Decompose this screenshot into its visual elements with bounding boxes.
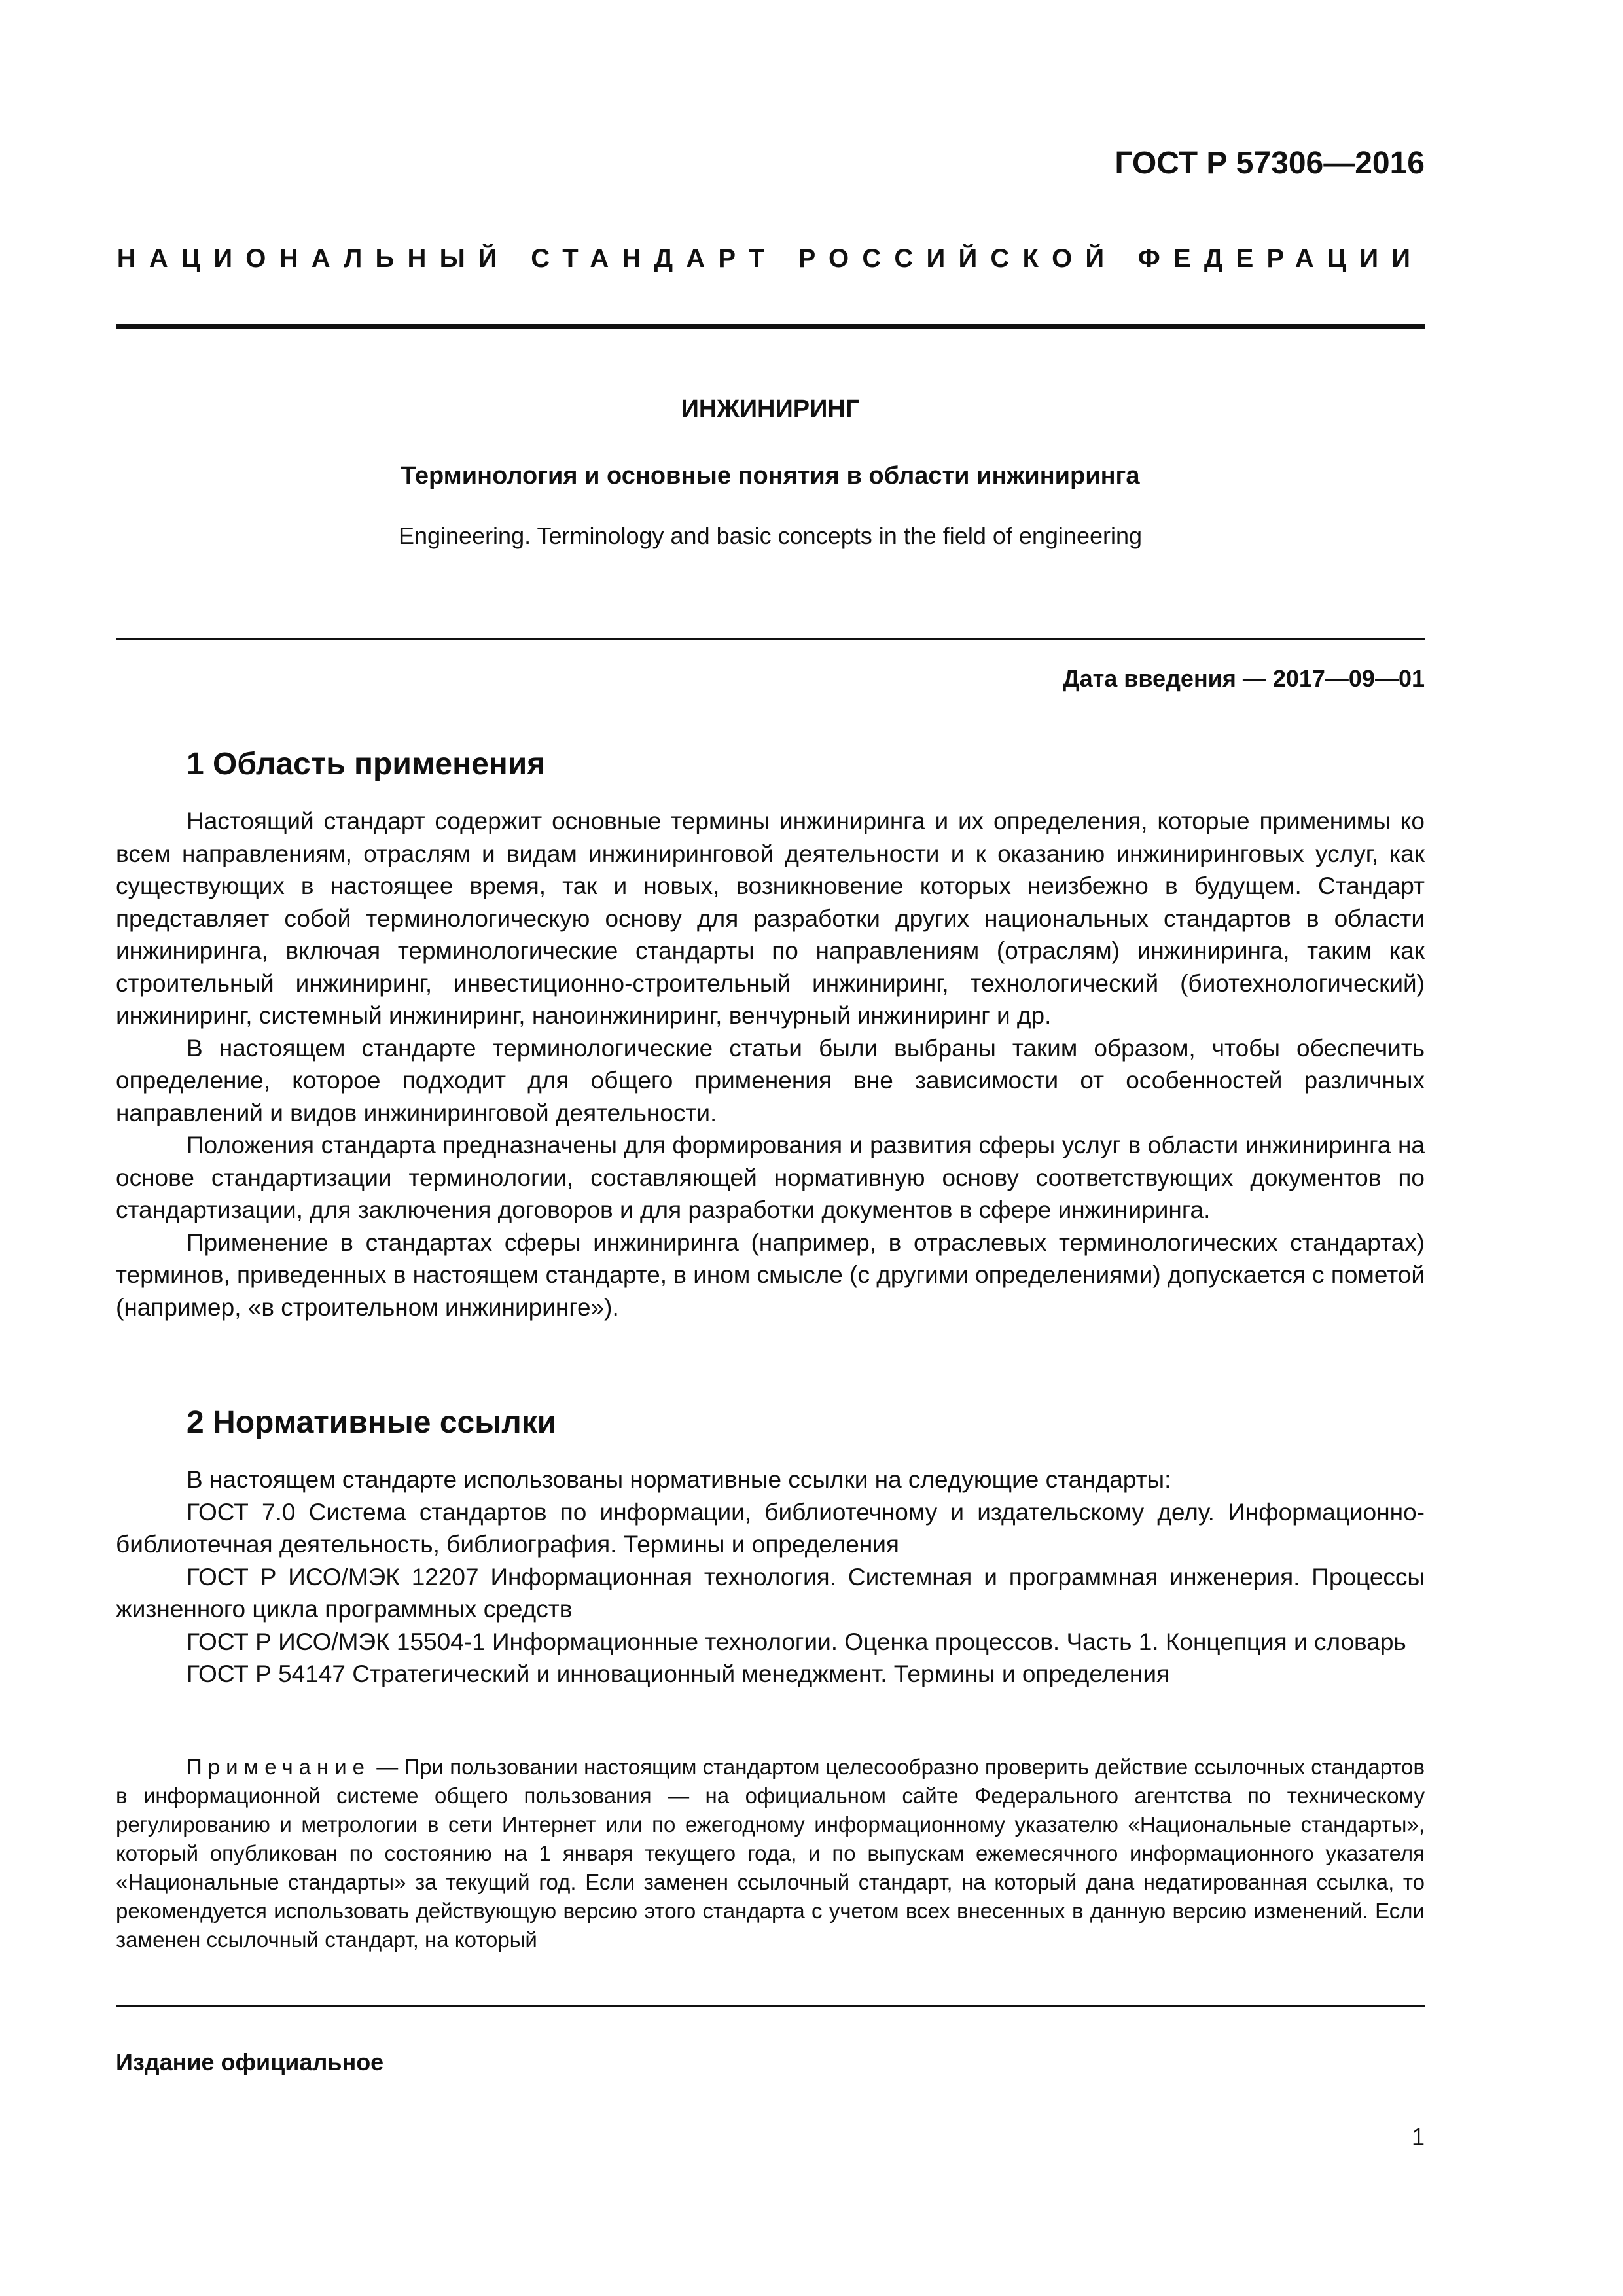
note-label: Примечание	[187, 1755, 371, 1779]
section-heading-scope: 1 Область применения	[187, 747, 546, 781]
introduction-date: Дата введения — 2017—09—01	[1062, 665, 1425, 692]
paragraph: Настоящий стандарт содержит основные термины инжиниринга и их определения, которые применимы ко всем направлениям, отраслям и видам инжиниринговой деятельности и к оказанию инжиниринговых услуг, как существующих в настоящее время, так и новых, возникновение которых неизбежно в будущем. Стандарт представляет собой терминологическую основу для разработки других национальных стандартов в области инжиниринга, включая терминологические стандарты по направлениям (отраслям) инжиниринга, таким как строительный инжиниринг, инвестиционно-строительный инжиниринг, технологический (биотехнологический) инжиниринг, системный инжиниринг, наноинжиниринг, венчурный инжиниринг и др.	[116, 808, 1425, 1029]
title-rule	[116, 638, 1425, 640]
footer-rule	[116, 2005, 1425, 2007]
document-subtitle-en: Engineering. Terminology and basic concepts in the field of engineering	[398, 522, 1143, 549]
section-references-body	[116, 1463, 1425, 1691]
section-heading-references: 2 Нормативные ссылки	[187, 1405, 557, 1440]
page-number: 1	[1411, 2123, 1425, 2150]
paragraph: В настоящем стандарте терминологические статьи были выбраны таким образом, чтобы обеспечить определение, которое подходит для общего применения вне зависимости от особенностей различных направлений и видов инжиниринговой деятельности.	[116, 1034, 1425, 1126]
reference-note	[116, 1753, 1425, 1954]
document-subtitle-ru: Терминология и основные понятия в области инжиниринга	[401, 462, 1140, 490]
document-title: ИНЖИНИРИНГ	[681, 395, 860, 423]
note-text: — При пользовании настоящим стандартом целесообразно проверить действие ссылочных стандартов в информационной системе общего пользования — на официальном сайте Федерального агентства по техническому регулированию и метрологии в сети Интернет или по ежегодному информационному указателю «Национальные стандарты», который опубликован по состоянию на 1 января текущего года, и по выпускам ежемесячного информационного указателя «Национальные стандарты» за текущий год. Если заменен ссылочный стандарт, на который дана недатированная ссылка, то рекомендуется использовать действующую версию этого стандарта с учетом всех внесенных в данную версию изменений. Если заменен ссылочный стандарт, на который	[116, 1755, 1425, 1952]
section-scope-body	[116, 805, 1425, 1323]
standard-designation: ГОСТ Р 57306—2016	[1115, 146, 1425, 181]
paragraph: Применение в стандартах сферы инжиниринга (например, в отраслевых терминологических стандартах) терминов, приведенных в настоящем стандарте, в ином смысле (с другими определениями) допускается с пометой (например, «в строительном инжиниринге»).	[116, 1229, 1425, 1321]
header-rule	[116, 324, 1425, 329]
paragraph: В настоящем стандарте использованы нормативные ссылки на следующие стандарты:	[187, 1466, 1171, 1493]
reference-item: ГОСТ Р ИСО/МЭК 15504-1 Информационные технологии. Оценка процессов. Часть 1. Концепция и словарь	[187, 1628, 1406, 1655]
reference-item: ГОСТ Р 54147 Стратегический и инновационный менеджмент. Термины и определения	[187, 1660, 1170, 1687]
paragraph: Положения стандарта предназначены для формирования и развития сферы услуг в области инжиниринга на основе стандартизации терминологии, составляющей нормативную основу соответствующих документов по стандартизации, для заключения договоров и для разработки документов в сфере инжиниринга.	[116, 1132, 1425, 1223]
reference-item: ГОСТ 7.0 Система стандартов по информации, библиотечному и издательскому делу. Информационно-библиотечная деятельность, библиография. Термины и определения	[116, 1498, 1425, 1558]
official-edition-label: Издание официальное	[116, 2049, 384, 2075]
reference-item: ГОСТ Р ИСО/МЭК 12207 Информационная технология. Системная и программная инженерия. Процессы жизненного цикла программных средств	[116, 1563, 1425, 1623]
national-standard-line: НАЦИОНАЛЬНЫЙ СТАНДАРТ РОССИЙСКОЙ ФЕДЕРАЦИИ	[116, 244, 1424, 273]
